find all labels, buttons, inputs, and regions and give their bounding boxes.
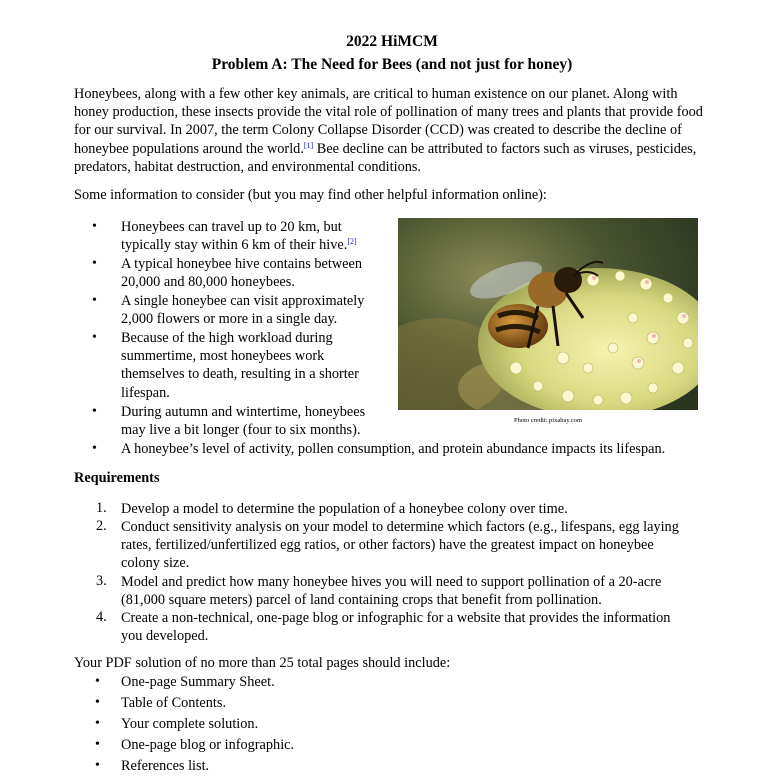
bullet-icon: • bbox=[92, 256, 97, 271]
fact-line: Because of the high workload during bbox=[121, 330, 333, 346]
intro-paragraph bbox=[74, 85, 714, 176]
fact-item bbox=[121, 403, 411, 439]
requirement-item bbox=[121, 500, 711, 518]
document-title: 2022 HiMCM bbox=[346, 33, 438, 50]
requirement-line: (81,000 square meters) parcel of land containing crops that benefit from pollination. bbox=[121, 592, 602, 609]
requirement-line: Create a non-technical, one-page blog or infographic for a website that provides the information bbox=[121, 610, 671, 626]
requirement-line: rates, fertilized/unfertilized egg ratios, or other factors) have the greatest impact on honeybee bbox=[121, 537, 654, 554]
requirement-line: you developed. bbox=[121, 628, 209, 645]
requirement-item bbox=[121, 609, 711, 645]
fact-line: 2,000 flowers or more in a single day. bbox=[121, 311, 338, 328]
requirement-number: 2. bbox=[96, 518, 107, 534]
bullet-icon: • bbox=[92, 293, 97, 308]
bullet-icon: • bbox=[92, 441, 97, 456]
bullet-icon: • bbox=[92, 219, 97, 234]
fact-line-text: typically stay within 6 km of their hive. bbox=[121, 237, 348, 254]
requirement-item bbox=[121, 573, 711, 609]
bullet-icon: • bbox=[92, 404, 97, 419]
bullet-icon: • bbox=[95, 737, 100, 752]
reference-link-2[interactable]: [2] bbox=[347, 237, 357, 247]
fact-line: 20,000 and 80,000 honeybees. bbox=[121, 274, 295, 291]
bullet-icon: • bbox=[95, 716, 100, 731]
submission-item: References list. bbox=[121, 758, 210, 774]
requirement-number: 3. bbox=[96, 573, 107, 589]
requirement-line: colony size. bbox=[121, 555, 190, 572]
requirement-number: 4. bbox=[96, 609, 107, 625]
requirement-line: Model and predict how many honeybee hives you will need to support pollination of a 20-acre bbox=[121, 574, 662, 590]
submission-item: Your complete solution. bbox=[121, 716, 259, 732]
fact-item bbox=[121, 440, 721, 458]
fact-line: themselves to death, resulting in a shorter bbox=[121, 366, 359, 383]
fact-line: may live a bit longer (four to six months). bbox=[121, 422, 361, 439]
bullet-icon: • bbox=[95, 758, 100, 773]
submission-item: One-page Summary Sheet. bbox=[121, 674, 275, 690]
bee-photo bbox=[398, 218, 698, 410]
submission-item: One-page blog or infographic. bbox=[121, 737, 295, 753]
submission-intro: Your PDF solution of no more than 25 total pages should include: bbox=[74, 655, 451, 671]
reference-link-1[interactable]: [1] bbox=[303, 140, 314, 150]
bullet-icon: • bbox=[95, 674, 100, 689]
fact-item bbox=[121, 329, 383, 402]
fact-line bbox=[121, 236, 383, 254]
problem-title: Problem A: The Need for Bees (and not just for honey) bbox=[211, 56, 573, 73]
intro-text-continued: Bee decline can be attributed to factors such as viruses, pesticides, predators, habitat destruction, and environmental conditions. bbox=[74, 140, 697, 175]
bullet-icon: • bbox=[95, 695, 100, 710]
fact-line: A honeybee’s level of activity, pollen consumption, and protein abundance impacts its lifespan. bbox=[121, 441, 666, 457]
fact-line: During autumn and wintertime, honeybees bbox=[121, 404, 366, 420]
consider-line: Some information to consider (but you may find other helpful information online): bbox=[74, 187, 547, 203]
fact-item bbox=[121, 292, 383, 328]
requirements-heading: Requirements bbox=[74, 470, 160, 486]
requirement-number: 1. bbox=[96, 500, 107, 516]
fact-line: lifespan. bbox=[121, 384, 170, 401]
requirement-line: Develop a model to determine the population of a honeybee colony over time. bbox=[121, 501, 568, 517]
photo-credit: Photo credit: pixabay.com bbox=[514, 417, 582, 424]
intro-text: Honeybees, along with a few other key animals, are critical to human existence on our planet. Along with honey production, these insects provide the vital role of pollination of many trees and plants that provide food for our survival. In 2007, the term Colony Collapse Disorder (CCD) was created to describe the decline of honeybee populations around the world. bbox=[74, 86, 703, 157]
fact-item bbox=[121, 218, 383, 254]
fact-line: Honeybees can travel up to 20 km, but bbox=[121, 219, 342, 235]
bullet-icon: • bbox=[92, 330, 97, 345]
fact-line: summertime, most honeybees work bbox=[121, 348, 325, 365]
requirement-item bbox=[121, 518, 711, 573]
fact-line: A single honeybee can visit approximately bbox=[121, 293, 365, 309]
requirement-line: Conduct sensitivity analysis on your model to determine which factors (e.g., lifespans, egg laying bbox=[121, 519, 679, 535]
bee-on-flower-image bbox=[398, 218, 698, 410]
fact-item bbox=[121, 255, 383, 291]
submission-item: Table of Contents. bbox=[121, 695, 227, 711]
fact-line: A typical honeybee hive contains between bbox=[121, 256, 362, 272]
